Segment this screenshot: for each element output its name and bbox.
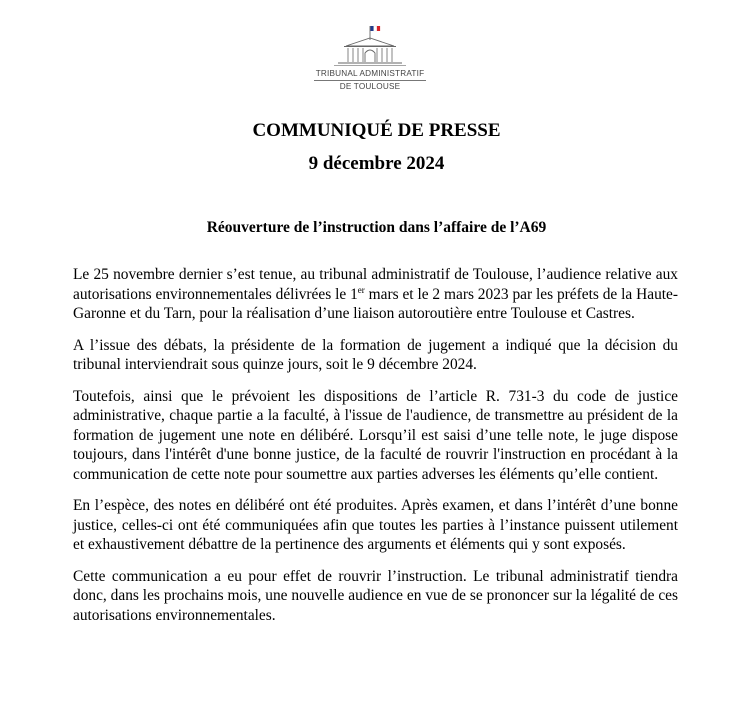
paragraph-1-part2: mars et le 2 mars 2023 par les préfets de la Haute-Garonne et du Tarn, pour la réalisation d’une liaison autoroutière entre Toulouse et Castres.: [73, 285, 679, 322]
ordinal-superscript: er: [357, 284, 365, 295]
tribunal-logo: [308, 24, 432, 96]
paragraph-1: [73, 265, 678, 324]
logo-title-line2: DE TOULOUSE: [339, 82, 401, 91]
logo-divider: [314, 80, 426, 81]
paragraph-4: En l’espèce, des notes en délibéré ont été produites. Après examen, et dans l’intérêt d’une bonne justice, celles-ci ont été communiquées afin que toutes les parties à l’instance puissent utilement et exhaustivement débattre de la pertinence des arguments et éléments qui y sont exposés.: [73, 497, 678, 553]
paragraph-5: Cette communication a eu pour effet de rouvrir l’instruction. Le tribunal administratif tiendra donc, dans les prochains mois, une nouvelle audience en vue de se prononcer sur la légalité de ces autorisations environnementales.: [73, 567, 678, 624]
paragraph-3: Toutefois, ainsi que le prévoient les dispositions de l’article R. 731-3 du code de justice administrative, chaque partie a la faculté, à l'issue de l'audience, de transmettre au président de la formation de jugement une note en délibéré. Lorsqu’il est saisi d’une telle note, le juge dispose toujours, dans l'intérêt d'une bonne justice, de la faculté de rouvrir l'instruction en procédant à la communication de cette note pour soumettre aux parties adverses les éléments qu’elle contient.: [73, 387, 678, 483]
logo-title-line1: TRIBUNAL ADMINISTRATIF: [315, 69, 425, 78]
building-emblem-icon: [308, 24, 432, 68]
document-subject: Réouverture de l’instruction dans l’affaire de l’A69: [206, 219, 547, 236]
paragraph-1-part1: Le 25 novembre dernier s’est tenue, au tribunal administratif de Toulouse, l’audience relative aux autorisations environnementales délivrées le 1: [73, 266, 678, 303]
document-title: COMMUNIQUÉ DE PRESSE: [252, 120, 501, 141]
document-body: [73, 265, 678, 637]
document-date: 9 décembre 2024: [308, 153, 445, 174]
paragraph-2: A l’issue des débats, la présidente de la formation de jugement a indiqué que la décision du tribunal interviendrait sous quinze jours, soit le 9 décembre 2024.: [73, 336, 678, 373]
